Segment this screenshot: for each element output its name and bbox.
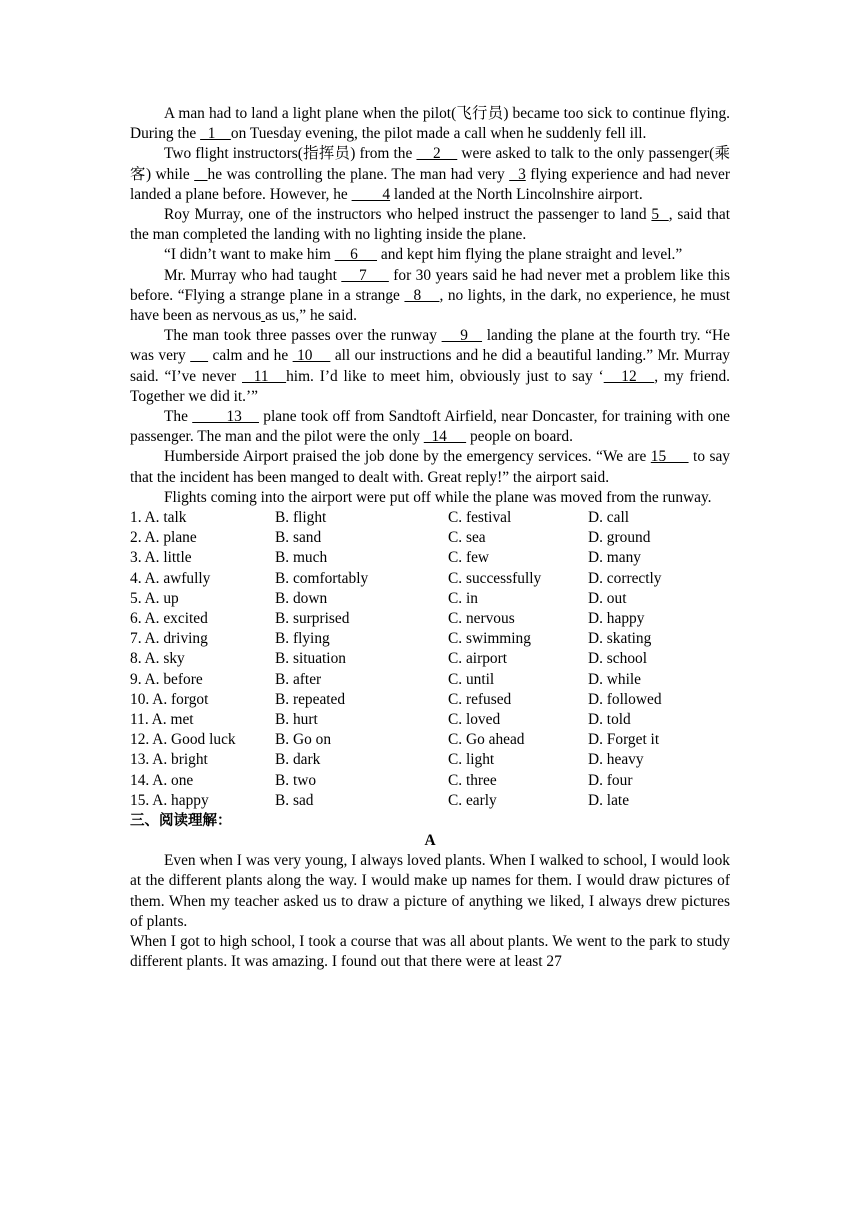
blank: 11 bbox=[242, 367, 287, 385]
text-run: , no lights, in the dark, no experience, he must have been as nervous bbox=[130, 286, 730, 325]
option-c: C. until bbox=[448, 670, 495, 688]
option-b: B. flight bbox=[275, 509, 327, 527]
option-row bbox=[130, 730, 730, 750]
option-b: B. down bbox=[275, 589, 328, 607]
option-d: D. Forget it bbox=[588, 731, 660, 749]
option-b: B. Go on bbox=[275, 731, 332, 749]
cloze-paragraph bbox=[130, 266, 730, 327]
blank: 1 bbox=[200, 125, 231, 143]
section-heading: 三、阅读理解： bbox=[130, 812, 232, 829]
option-a: 2. A. plane bbox=[130, 529, 197, 547]
option-b: B. much bbox=[275, 549, 328, 567]
text-run: , said that the man completed the landing with no lighting inside the plane. bbox=[130, 206, 731, 244]
text-run: and kept him flying the plane straight and level.” bbox=[377, 246, 683, 264]
option-a: 11. A. met bbox=[130, 710, 194, 728]
option-b: B. two bbox=[275, 771, 317, 789]
option-a: 10. A. forgot bbox=[130, 690, 209, 708]
option-d: D. late bbox=[588, 791, 630, 809]
option-row bbox=[130, 528, 730, 548]
option-a: 6. A. excited bbox=[130, 610, 208, 627]
blank: 10 bbox=[292, 347, 331, 365]
text-run: all our instructions and he did a beautiful landing.” Mr. Murray said. “I’ve never bbox=[130, 347, 730, 385]
option-row bbox=[130, 589, 730, 609]
text-run: Mr. Murray who had taught bbox=[164, 266, 342, 284]
cloze-paragraph bbox=[130, 407, 730, 447]
option-c: C. early bbox=[448, 791, 497, 809]
cloze-paragraph bbox=[130, 104, 730, 144]
passage-letter: A bbox=[424, 832, 436, 850]
cloze-paragraph bbox=[130, 245, 730, 265]
option-d: D. followed bbox=[588, 690, 662, 708]
text-run: Two flight instructors(指挥员) from the bbox=[164, 145, 417, 163]
option-c: C. Go ahead bbox=[448, 731, 525, 749]
cloze-paragraph bbox=[130, 447, 730, 487]
cloze-paragraph bbox=[130, 144, 730, 205]
option-b: B. repeated bbox=[275, 690, 346, 708]
option-row bbox=[130, 609, 730, 629]
option-a: 1. A. talk bbox=[130, 509, 187, 527]
text-run: “I didn’t want to make him bbox=[164, 246, 335, 264]
blank: 4 bbox=[351, 185, 391, 203]
option-a: 12. A. Good luck bbox=[130, 731, 236, 749]
option-b: B. flying bbox=[275, 630, 330, 648]
text-run: calm and he bbox=[208, 347, 293, 365]
blank: 6 bbox=[334, 246, 378, 264]
blank: 2 bbox=[416, 145, 458, 163]
option-row bbox=[130, 670, 730, 690]
option-b: B. situation bbox=[275, 650, 346, 668]
option-d: D. correctly bbox=[588, 569, 662, 587]
blank: 8 bbox=[404, 286, 440, 304]
option-d: D. happy bbox=[588, 610, 645, 627]
text-run: to say that the incident has been manged to dealt with. Great reply!” the airport said. bbox=[130, 448, 730, 486]
blank: 14 bbox=[423, 428, 467, 446]
option-b: B. dark bbox=[275, 751, 321, 769]
blank: 7 bbox=[341, 266, 389, 284]
option-d: D. heavy bbox=[588, 751, 644, 769]
cloze-passage bbox=[130, 104, 730, 508]
option-c: C. light bbox=[448, 751, 495, 769]
option-d: D. school bbox=[588, 650, 647, 668]
option-d: D. four bbox=[588, 771, 633, 789]
option-d: D. told bbox=[588, 710, 631, 728]
option-b: B. hurt bbox=[275, 710, 318, 728]
option-d: D. while bbox=[588, 670, 642, 688]
option-b: B. sand bbox=[275, 529, 322, 547]
blank: 9 bbox=[441, 327, 483, 345]
option-a: 4. A. awfully bbox=[130, 569, 211, 587]
option-row bbox=[130, 710, 730, 730]
text-run: landed at the North Lincolnshire airport. bbox=[390, 185, 643, 203]
text-run: him. I’d like to meet him, obviously just to say ‘ bbox=[286, 367, 604, 385]
option-row bbox=[130, 690, 730, 710]
text-run: people on board. bbox=[466, 428, 573, 446]
option-b: B. comfortably bbox=[275, 569, 369, 587]
blank: 12 bbox=[603, 367, 655, 385]
text-run: The bbox=[164, 408, 193, 426]
option-b: B. sad bbox=[275, 791, 314, 809]
option-row bbox=[130, 771, 730, 791]
option-b: B. after bbox=[275, 670, 322, 688]
cloze-paragraph bbox=[130, 205, 730, 245]
option-row bbox=[130, 791, 730, 811]
option-row bbox=[130, 508, 730, 528]
text-run: A man had to land a light plane when the pilot(飞行员) became too sick to continue flying. During the bbox=[130, 105, 730, 143]
option-c: C. swimming bbox=[448, 630, 531, 648]
option-c: C. three bbox=[448, 771, 497, 789]
text-run: on Tuesday evening, the pilot made a call when he suddenly fell ill. bbox=[230, 125, 647, 143]
text-run: The man took three passes over the runway bbox=[164, 327, 442, 345]
option-c: C. refused bbox=[448, 690, 512, 708]
text-run: he was controlling the plane. The man had very bbox=[207, 165, 510, 183]
text-run: were asked to talk to the only passenger(乘客) while bbox=[130, 145, 730, 183]
document-page bbox=[130, 104, 730, 973]
option-d: D. skating bbox=[588, 630, 652, 648]
text-run: for 30 years said he had never met a problem like this before. “Flying a strange plane in a strange bbox=[130, 266, 731, 304]
option-a: 14. A. one bbox=[130, 771, 194, 789]
option-a: 7. A. driving bbox=[130, 630, 208, 648]
option-a: 3. A. little bbox=[130, 549, 192, 567]
text-run: as us,” he said. bbox=[265, 307, 357, 325]
option-d: D. many bbox=[588, 549, 642, 567]
option-a: 5. A. up bbox=[130, 589, 179, 607]
option-row bbox=[130, 629, 730, 649]
option-row bbox=[130, 750, 730, 770]
cloze-options bbox=[130, 508, 730, 811]
option-row bbox=[130, 649, 730, 669]
blank bbox=[194, 166, 207, 183]
option-c: C. loved bbox=[448, 710, 501, 728]
blank: 5 bbox=[651, 206, 669, 224]
option-a: 15. A. happy bbox=[130, 791, 209, 809]
cloze-paragraph bbox=[130, 326, 730, 407]
option-c: C. airport bbox=[448, 650, 507, 668]
text-run: flying experience and had never landed a plane before. However, he bbox=[130, 165, 730, 203]
option-c: C. sea bbox=[448, 529, 486, 547]
blank: 3 bbox=[509, 165, 526, 183]
text-run: Roy Murray, one of the instructors who helped instruct the passenger to land bbox=[164, 206, 652, 224]
option-a: 13. A. bright bbox=[130, 751, 208, 769]
text-run: Humberside Airport praised the job done by the emergency services. “We are bbox=[164, 448, 651, 466]
option-row bbox=[130, 548, 730, 568]
text-run: landing the plane at the fourth try. “He was very bbox=[130, 327, 730, 365]
option-d: D. ground bbox=[588, 529, 651, 547]
text-run: , my friend. Together we did it.’” bbox=[130, 367, 731, 405]
option-d: D. out bbox=[588, 589, 627, 607]
option-d: D. call bbox=[588, 509, 630, 527]
cloze-paragraph bbox=[130, 488, 730, 508]
option-c: C. festival bbox=[448, 509, 512, 527]
blank bbox=[190, 347, 208, 364]
option-c: C. nervous bbox=[448, 610, 515, 627]
reading-paragraph: When I got to high school, I took a course that was all about plants. We went to the park to study different plants. It was amazing. I found out that there were at least 27 bbox=[130, 933, 730, 971]
option-a: 8. A. sky bbox=[130, 650, 185, 668]
option-c: C. in bbox=[448, 589, 478, 607]
option-row bbox=[130, 569, 730, 589]
reading-paragraph: Even when I was very young, I always loved plants. When I walked to school, I would look at the different plants along the way. I would make up names for them. I would draw pictures of them. When my teacher asked us to draw a picture of anything we liked, I always drew pictures of plants. bbox=[130, 852, 730, 930]
text-run: Flights coming into the airport were put off while the plane was moved from the runway. bbox=[164, 488, 712, 506]
blank: 15 bbox=[650, 448, 689, 466]
text-run: plane took off from Sandtoft Airfield, near Doncaster, for training with one passenger. The man and the pilot were the only bbox=[130, 408, 731, 446]
option-c: C. few bbox=[448, 549, 490, 567]
option-b: B. surprised bbox=[275, 610, 350, 627]
option-c: C. successfully bbox=[448, 569, 542, 587]
blank: 13 bbox=[192, 408, 259, 426]
option-a: 9. A. before bbox=[130, 670, 203, 688]
